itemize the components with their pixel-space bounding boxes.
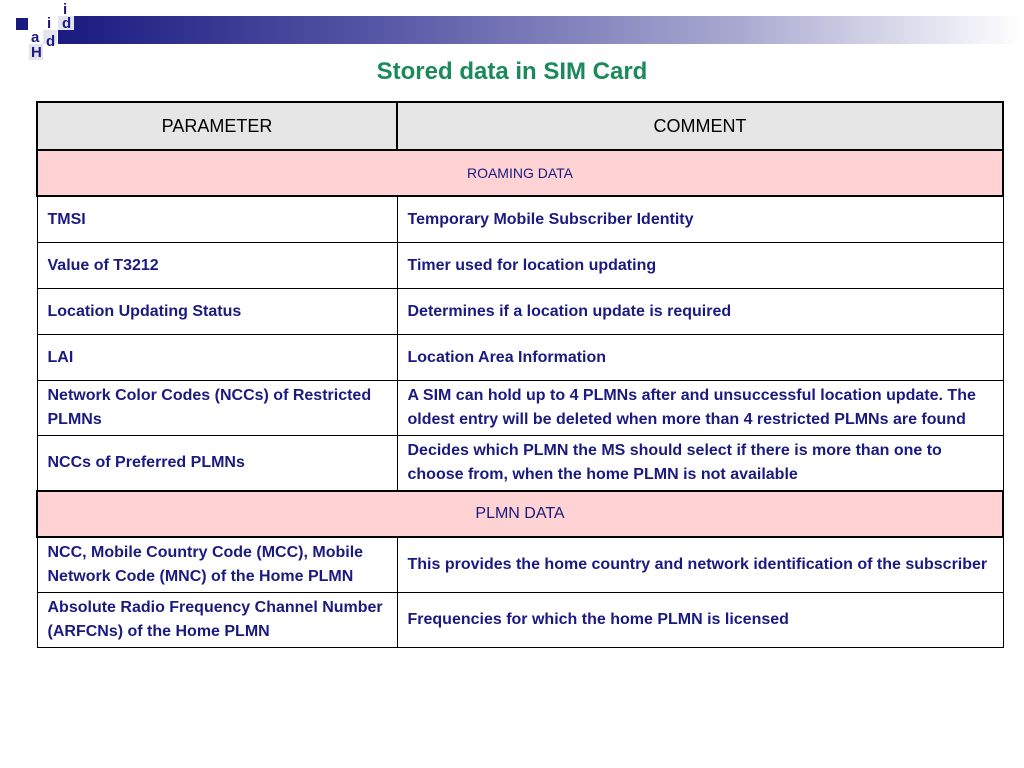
comment-cell: This provides the home country and network identification of the subscriber (397, 537, 1003, 593)
comment-cell: Timer used for location updating (397, 243, 1003, 289)
comment-cell: Frequencies for which the home PLMN is licensed (397, 593, 1003, 648)
comment-cell: Location Area Information (397, 335, 1003, 381)
comment-cell: Decides which PLMN the MS should select if there is more than one to choose from, when the home PLMN is not available (397, 436, 1003, 492)
table-row (37, 243, 1003, 289)
header-gradient-bar (58, 16, 1024, 44)
section-row (37, 491, 1003, 537)
comment-cell: A SIM can hold up to 4 PLMNs after and unsuccessful location update. The oldest entry will be deleted when more than 4 restricted PLMNs are found (397, 381, 1003, 436)
table-header-row (37, 102, 1003, 150)
section-label-plmn: PLMN DATA (37, 491, 1003, 537)
parameter-cell: Absolute Radio Frequency Channel Number (ARFCNs) of the Home PLMN (37, 593, 397, 648)
logo-letter: H (31, 44, 42, 61)
parameter-cell: NCC, Mobile Country Code (MCC), Mobile Network Code (MNC) of the Home PLMN (37, 537, 397, 593)
logo-letter: d (62, 15, 72, 32)
table-row (37, 289, 1003, 335)
parameter-cell: Value of T3212 (37, 243, 397, 289)
page-title: Stored data in SIM Card (376, 58, 648, 85)
table-row (37, 381, 1003, 436)
section-label-roaming: ROAMING DATA (37, 150, 1003, 196)
section-row (37, 150, 1003, 196)
logo-letter: d (46, 33, 56, 50)
column-header-parameter: PARAMETER (37, 102, 397, 150)
table-row (37, 196, 1003, 243)
parameter-cell: LAI (37, 335, 397, 381)
comment-cell: Temporary Mobile Subscriber Identity (397, 196, 1003, 243)
parameter-cell: TMSI (37, 196, 397, 243)
table-row (37, 335, 1003, 381)
table-row (37, 436, 1003, 492)
logo-letter: i (47, 15, 52, 32)
parameter-cell: NCCs of Preferred PLMNs (37, 436, 397, 492)
parameter-cell: Network Color Codes (NCCs) of Restricted PLMNs (37, 381, 397, 436)
table-row (37, 593, 1003, 648)
parameter-cell: Location Updating Status (37, 289, 397, 335)
logo-letter: a (31, 29, 40, 46)
logo-letter: i (63, 1, 68, 18)
column-header-comment: COMMENT (397, 102, 1003, 150)
logo-square (16, 18, 28, 30)
sim-data-table (36, 101, 1004, 648)
table-row (37, 537, 1003, 593)
comment-cell: Determines if a location update is required (397, 289, 1003, 335)
